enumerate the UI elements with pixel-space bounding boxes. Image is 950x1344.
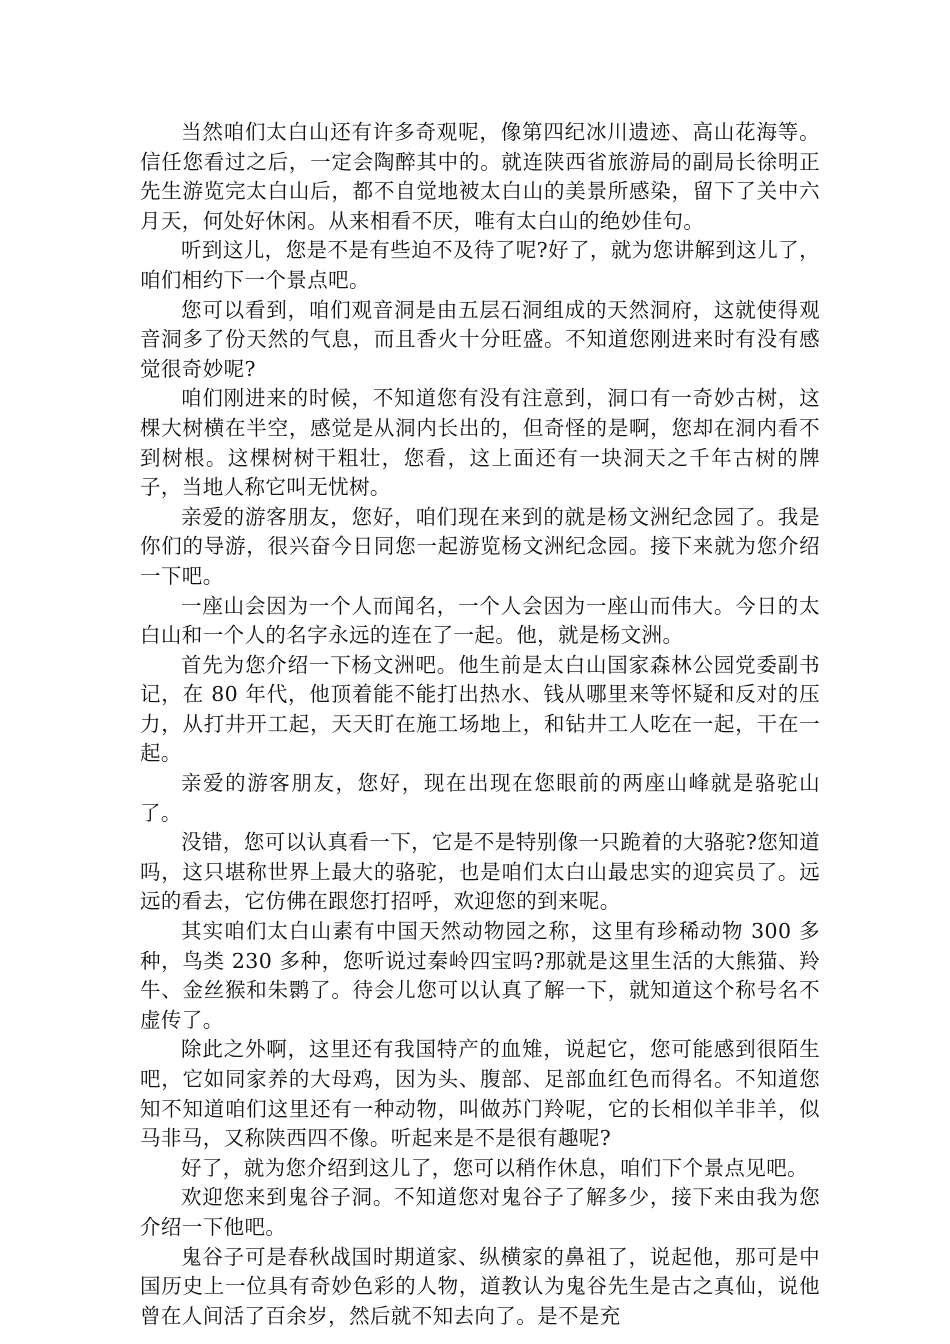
paragraph-11: 除此之外啊，这里还有我国特产的血雉，说起它，您可能感到很陌生吧，它如同家养的大母鸡，因为头、腹部、足部血红色而得名。不知道您知不知道咱们这里还有一种动物，叫做苏门羚呢，它的长相似羊非羊，似马非马，又称陕西四不像。听起来是不是很有趣呢? [140,1037,820,1151]
paragraph-9: 没错，您可以认真看一下，它是不是特别像一只跪着的大骆驼?您知道吗，这只堪称世界上最大的骆驼，也是咱们太白山最忠实的迎宾员了。远远的看去，它仿佛在跟您打招呼，欢迎您的到来呢。 [140,830,820,914]
paragraph-1: 当然咱们太白山还有许多奇观呢，像第四纪冰川遗迹、高山花海等。信任您看过之后，一定会陶醉其中的。就连陕西省旅游局的副局长徐明正先生游览完太白山后，都不自觉地被太白山的美景所感染，留下了关中六月天，何处好休闲。从来相看不厌，唯有太白山的绝妙佳句。 [140,120,820,233]
paragraph-3: 您可以看到，咱们观音洞是由五层石洞组成的天然洞府，这就使得观音洞多了份天然的气息，而且香火十分旺盛。不知道您刚进来时有没有感觉很奇妙呢? [140,297,820,381]
paragraph-13: 欢迎您来到鬼谷子洞。不知道您对鬼谷子了解多少，接下来由我为您介绍一下他吧。 [140,1185,820,1239]
document-body [140,118,820,1331]
paragraph-8: 亲爱的游客朋友，您好，现在出现在您眼前的两座山峰就是骆驼山了。 [140,771,820,825]
paragraph-2: 听到这儿，您是不是有些迫不及待了呢?好了，就为您讲解到这儿了，咱们相约下一个景点吧。 [140,238,820,292]
paragraph-14: 鬼谷子可是春秋战国时期道家、纵横家的鼻祖了，说起他，那可是中国历史上一位具有奇妙色彩的人物，道教认为鬼谷先生是古之真仙，说他曾在人间活了百余岁，然后就不知去向了。是不是充 [140,1244,820,1328]
paragraph-4: 咱们刚进来的时候，不知道您有没有注意到，洞口有一奇妙古树，这棵大树横在半空，感觉是从洞内长出的，但奇怪的是啊，您却在洞内看不到树根。这棵树树干粗壮，您看，这上面还有一块洞天之千年古树的牌子，当地人称它叫无忧树。 [140,386,820,500]
paragraph-7: 首先为您介绍一下杨文洲吧。他生前是太白山国家森林公园党委副书记，在 80 年代，他顶着能不能打出热水、钱从哪里来等怀疑和反对的压力，从打井开工起，天天盯在施工场地上，和钻井工人吃在一起，干在一起。 [140,652,820,766]
paragraph-10: 其实咱们太白山素有中国天然动物园之称，这里有珍稀动物 300 多种，鸟类 230 多种，您听说过秦岭四宝吗?那就是这里生活的大熊猫、羚牛、金丝猴和朱鹮了。待会儿您可以认真了解一下，就知道这个称号名不虚传了。 [140,919,820,1032]
paragraph-12: 好了，就为您介绍到这儿了，您可以稍作休息，咱们下个景点见吧。 [181,1155,808,1180]
paragraph-6: 一座山会因为一个人而闻名，一个人会因为一座山而伟大。今日的太白山和一个人的名字永远的连在了一起。他，就是杨文洲。 [140,593,820,648]
paragraph-5: 亲爱的游客朋友，您好，咱们现在来到的就是杨文洲纪念园了。我是你们的导游，很兴奋今日同您一起游览杨文洲纪念园。接下来就为您介绍一下吧。 [140,504,820,588]
